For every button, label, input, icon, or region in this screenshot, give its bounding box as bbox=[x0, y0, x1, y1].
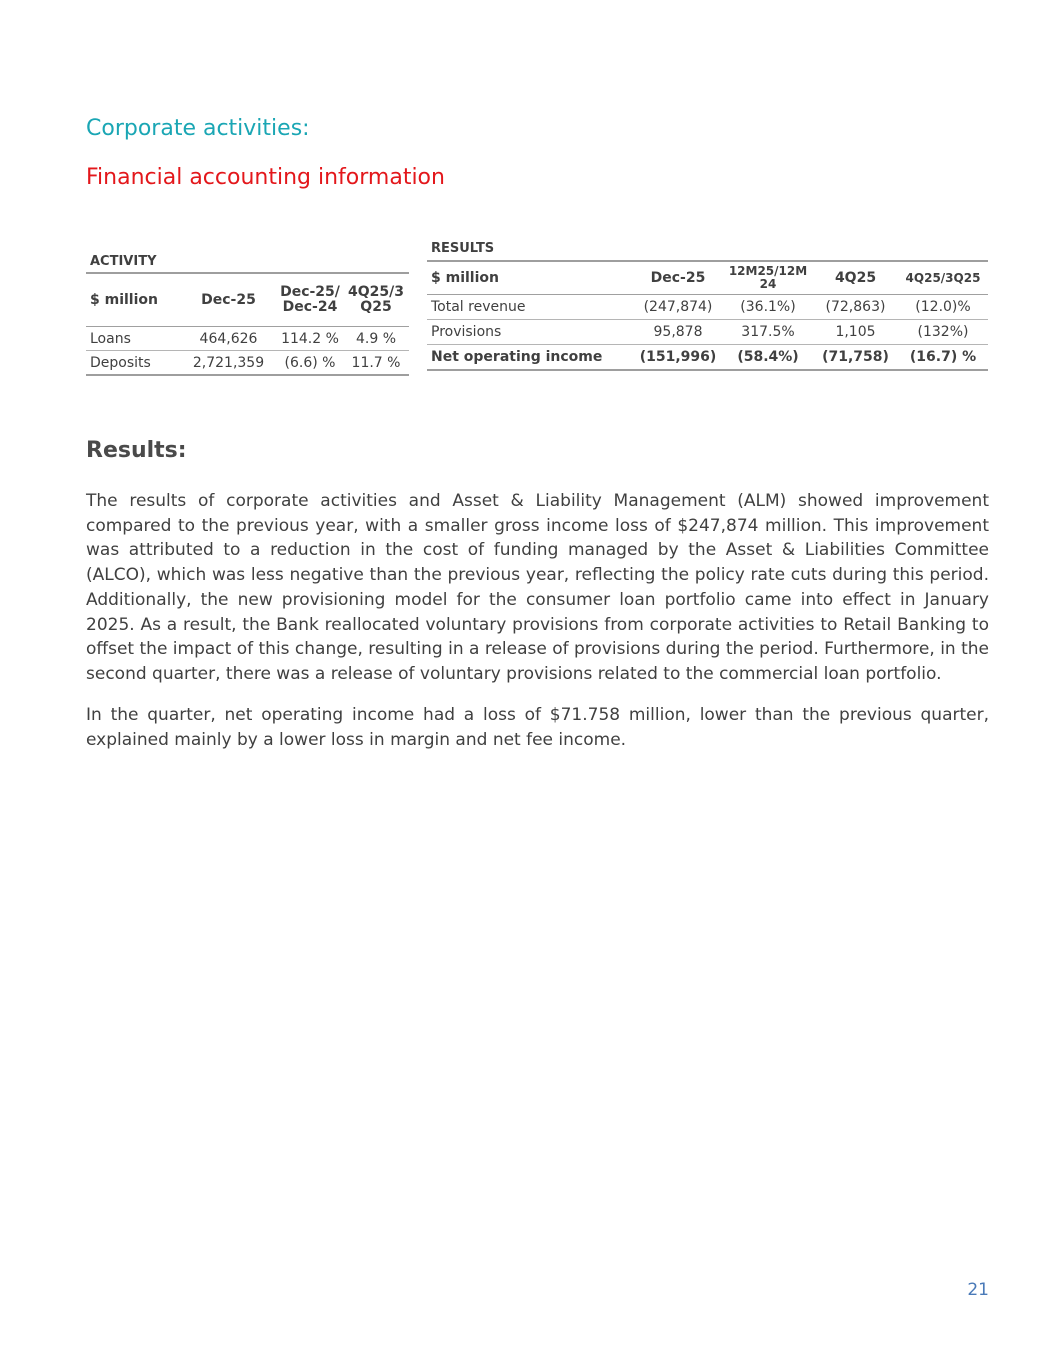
cell: (58.4%) bbox=[723, 345, 813, 371]
results-heading: Results: bbox=[86, 438, 187, 463]
row-label: Deposits bbox=[86, 351, 180, 376]
activity-header: Dec-25/ Dec-24 bbox=[277, 273, 343, 327]
cell: (72,863) bbox=[813, 295, 898, 320]
cell: 4.9 % bbox=[343, 327, 409, 351]
results-caption: RESULTS bbox=[427, 236, 988, 261]
activity-table bbox=[86, 249, 409, 376]
cell: (71,758) bbox=[813, 345, 898, 371]
cell: 95,878 bbox=[633, 320, 723, 345]
cell: 464,626 bbox=[180, 327, 277, 351]
subsection-heading: Financial accounting information bbox=[86, 165, 445, 190]
cell: (247,874) bbox=[633, 295, 723, 320]
row-label: Loans bbox=[86, 327, 180, 351]
activity-header: 4Q25/3 Q25 bbox=[343, 273, 409, 327]
cell: (6.6) % bbox=[277, 351, 343, 376]
cell: (16.7) % bbox=[898, 345, 988, 371]
results-header: 12M25/12M 24 bbox=[723, 261, 813, 295]
paragraph: The results of corporate activities and Asset & Liability Management (ALM) showed improvement compared to the previous year, with a smaller gross income loss of $247,874 million. This improvement was attributed to a reduction in the cost of funding managed by the Asset & Liabilities Committee (ALCO), which was less negative than the previous year, reflecting the policy rate cuts during this period. Additionally, the new provisioning model for the consumer loan portfolio came into effect in January 2025. As a result, the Bank reallocated voluntary provisions from corporate activities to Retail Banking to offset the impact of this change, resulting in a release of provisions during the period. Furthermore, in the second quarter, there was a release of voluntary provisions related to the commercial loan portfolio. bbox=[86, 491, 989, 684]
row-label: Total revenue bbox=[427, 295, 633, 320]
section-heading: Corporate activities: bbox=[86, 116, 310, 141]
results-header: 4Q25/3Q25 bbox=[898, 261, 988, 295]
table-row bbox=[86, 351, 409, 376]
activity-header: Dec-25 bbox=[180, 273, 277, 327]
cell: 11.7 % bbox=[343, 351, 409, 376]
cell: 1,105 bbox=[813, 320, 898, 345]
cell: 317.5% bbox=[723, 320, 813, 345]
results-header: 4Q25 bbox=[813, 261, 898, 295]
cell: (12.0)% bbox=[898, 295, 988, 320]
cell: (151,996) bbox=[633, 345, 723, 371]
table-row bbox=[427, 295, 988, 320]
cell: (132%) bbox=[898, 320, 988, 345]
page-number: 21 bbox=[967, 1280, 989, 1300]
results-header: $ million bbox=[427, 261, 633, 295]
activity-caption: ACTIVITY bbox=[86, 249, 409, 273]
row-label: Provisions bbox=[427, 320, 633, 345]
row-label: Net operating income bbox=[427, 345, 633, 371]
results-table bbox=[427, 236, 988, 371]
cell: 114.2 % bbox=[277, 327, 343, 351]
total-row bbox=[427, 345, 988, 371]
paragraph: In the quarter, net operating income had a loss of $71.758 million, lower than the previous quarter, explained mainly by a lower loss in margin and net fee income. bbox=[86, 705, 989, 750]
table-row bbox=[86, 327, 409, 351]
cell: 2,721,359 bbox=[180, 351, 277, 376]
results-header: Dec-25 bbox=[633, 261, 723, 295]
activity-header: $ million bbox=[86, 273, 180, 327]
cell: (36.1%) bbox=[723, 295, 813, 320]
table-row bbox=[427, 320, 988, 345]
